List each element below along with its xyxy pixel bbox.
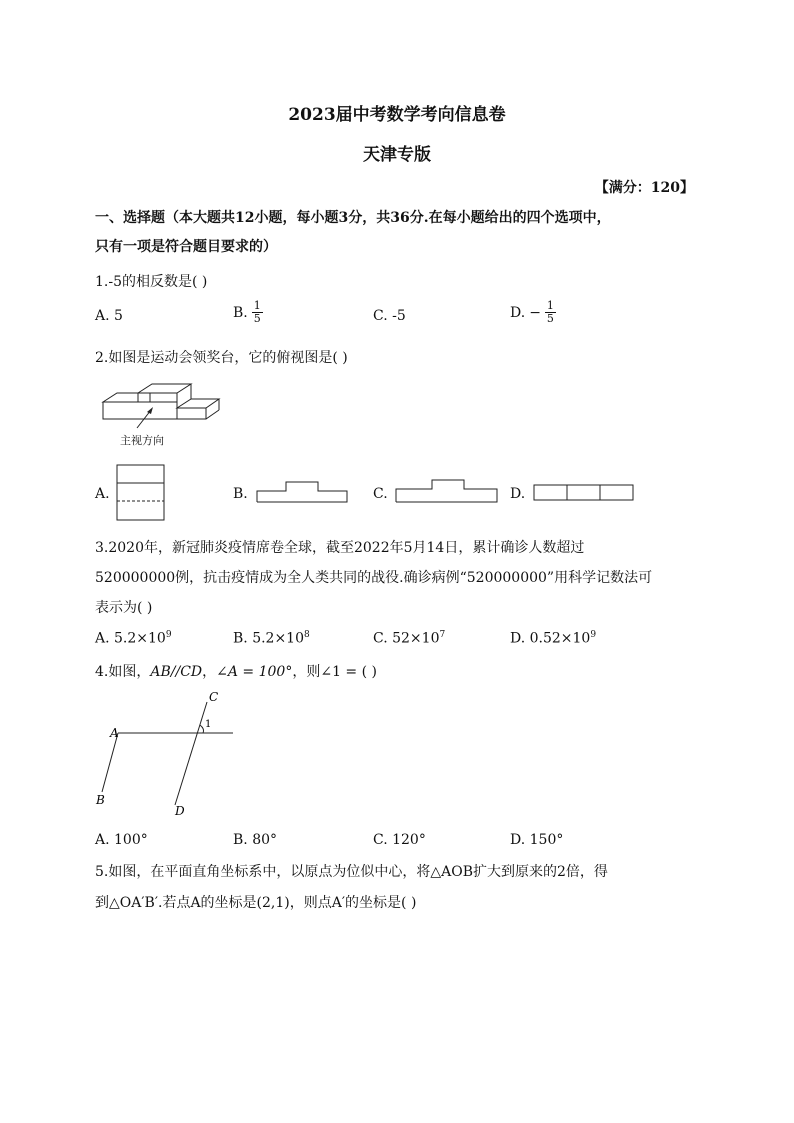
full-score: 【满分：120】 xyxy=(594,180,694,196)
q1-option-d-numerator: 1 xyxy=(546,299,554,312)
q1-option-d-denominator: 5 xyxy=(546,312,554,325)
q2-option-c: C. xyxy=(373,486,388,502)
q3-option-a xyxy=(95,630,172,647)
q2-option-d: D. xyxy=(510,486,526,502)
q2-view-caption: 主视方向 xyxy=(120,434,164,447)
q1-option-b-numerator: 1 xyxy=(253,299,261,312)
q4-stem xyxy=(95,661,377,681)
q3-option-d-exp: 9 xyxy=(590,630,597,640)
q4-stem-parallel: AB//CD xyxy=(150,664,203,680)
q3-option-c-base: C. 52×10 xyxy=(373,630,440,647)
q4-stem-pre: 4.如图， xyxy=(95,664,151,680)
q4-option-b: B. 80° xyxy=(233,832,278,848)
q3-option-b xyxy=(233,630,310,647)
q5-line2: 到△OA′B′.若点A的坐标是(2,1)，则点A′的坐标是( ) xyxy=(95,895,417,911)
q1-option-d-fraction xyxy=(545,300,556,325)
q1-option-b-denominator: 5 xyxy=(253,312,261,325)
q1-option-c: C. -5 xyxy=(373,308,406,324)
q3-option-d-base: D. 0.52×10 xyxy=(510,630,591,647)
q4-option-d: D. 150° xyxy=(510,832,564,848)
q1-option-b-fraction xyxy=(252,300,263,325)
q3-line1: 3.2020年，新冠肺炎疫情席卷全球，截至2022年5月14日，累计确诊人数超过 xyxy=(95,540,585,556)
q1-option-a: A. 5 xyxy=(95,308,123,324)
q3-option-b-base: B. 5.2×10 xyxy=(233,630,304,647)
q4-option-c: C. 120° xyxy=(373,832,426,848)
point-c-label: C xyxy=(209,690,219,704)
line-cd xyxy=(175,702,207,805)
page-title: 2023届中考数学考向信息卷 xyxy=(288,105,506,125)
q3-line2: 520000000例，抗击疫情成为全人类共同的战役.确诊病例“520000000”用科学记数法可 xyxy=(95,570,653,586)
q4-option-a: A. 100° xyxy=(95,832,148,848)
section-heading-line2: 只有一项是符合题目要求的） xyxy=(95,239,277,255)
line-ab xyxy=(102,733,118,792)
q3-option-a-base: A. 5.2×10 xyxy=(95,630,166,647)
q1-stem: 1.-5的相反数是( ) xyxy=(95,274,208,290)
q5-line1: 5.如图，在平面直角坐标系中，以原点为位似中心，将△AOB扩大到原来的2倍，得 xyxy=(95,864,608,880)
q4-stem-mid: ， xyxy=(202,664,217,680)
q3-option-c xyxy=(373,630,445,647)
page-subtitle: 天津专版 xyxy=(363,145,431,165)
q1-option-d-sign: − xyxy=(529,304,541,321)
angle-1-label: 1 xyxy=(205,719,212,730)
q4-stem-post: ，则∠1 = ( ) xyxy=(292,664,377,680)
point-b-label: B xyxy=(96,793,105,807)
q3-option-b-exp: 8 xyxy=(304,630,310,640)
q2-option-b: B. xyxy=(233,486,248,502)
q2-stem: 2.如图是运动会领奖台，它的俯视图是( ) xyxy=(95,350,348,366)
q1-option-d xyxy=(510,300,556,325)
q3-option-a-exp: 9 xyxy=(165,630,172,640)
q3-option-d xyxy=(510,630,596,647)
q1-option-d-label: D. xyxy=(510,304,526,321)
point-a-label: A xyxy=(110,726,119,740)
q2-option-a: A. xyxy=(95,486,110,502)
q4-stem-angle: ∠A = 100° xyxy=(216,664,293,680)
q3-option-c-exp: 7 xyxy=(439,630,446,640)
q1-option-b-label: B. xyxy=(233,304,248,321)
q1-option-b xyxy=(233,300,263,325)
section-heading-line1: 一、选择题（本大题共12小题，每小题3分，共36分.在每小题给出的四个选项中， xyxy=(95,210,611,226)
q3-line3: 表示为( ) xyxy=(95,600,153,616)
point-d-label: D xyxy=(175,804,185,818)
